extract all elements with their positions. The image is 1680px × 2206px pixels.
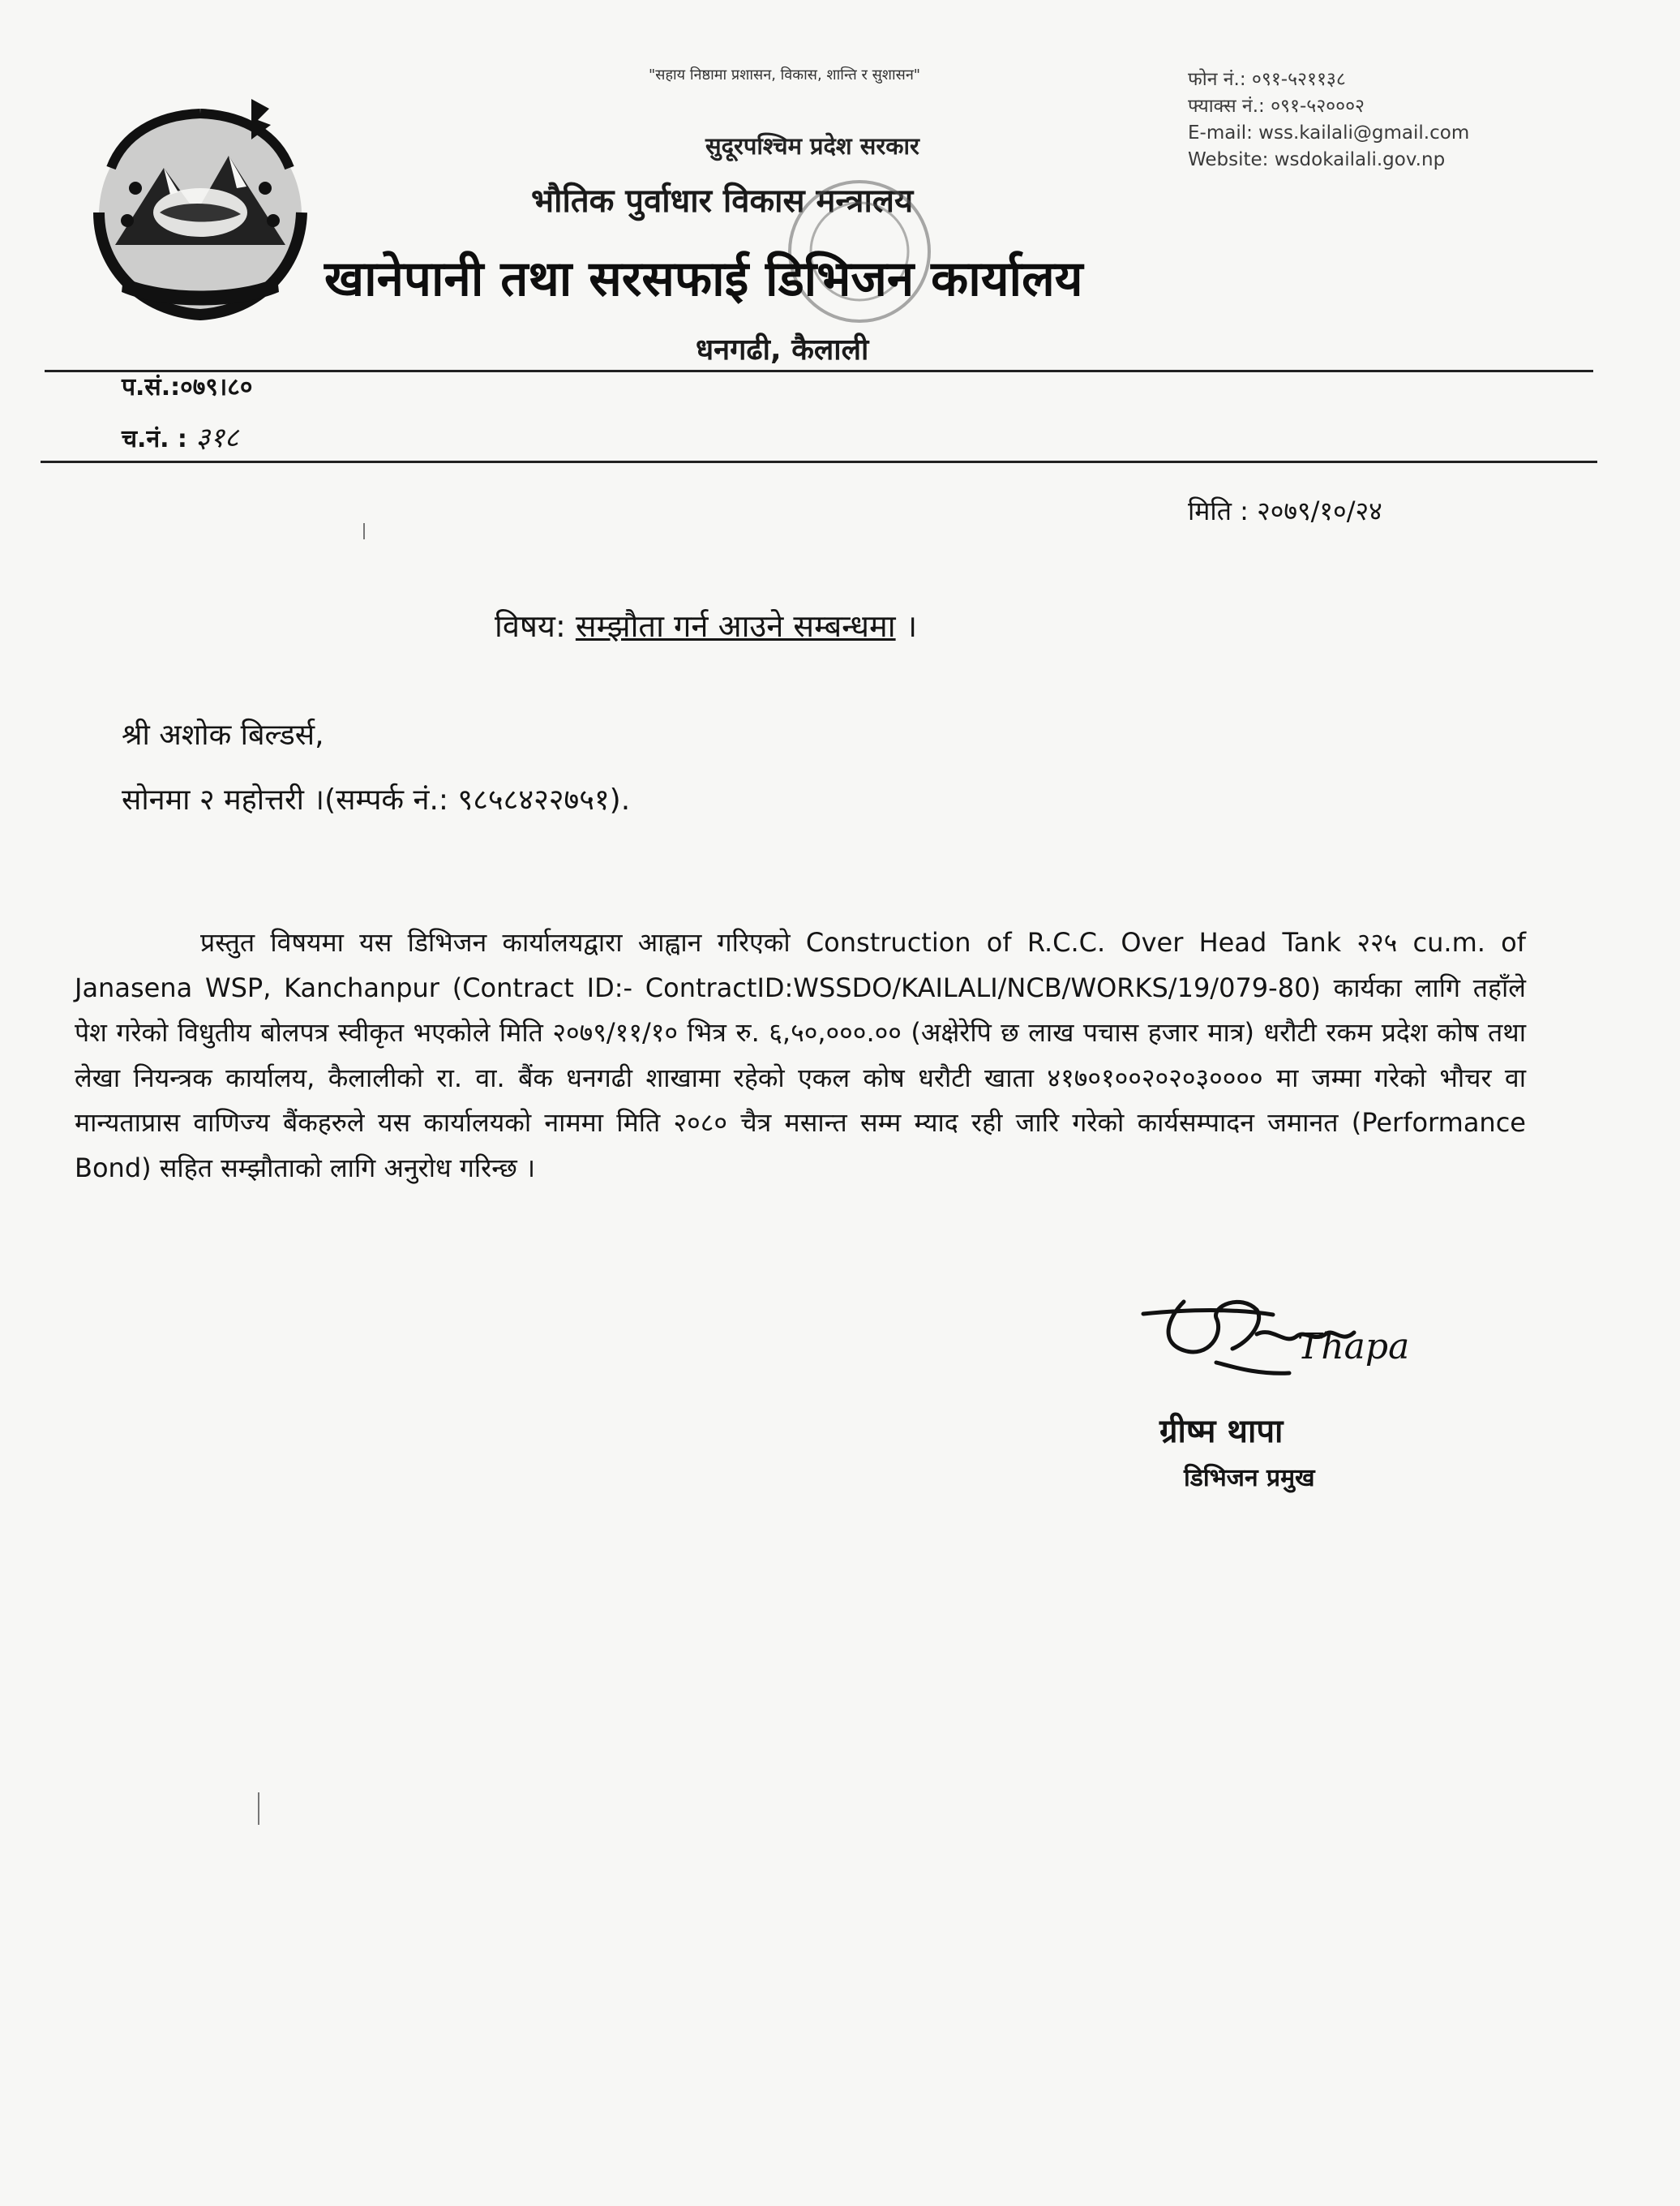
dispatch-number-label: च.नं. : [122,425,187,453]
subject-label: विषय: [495,608,566,644]
government-name: सुदूरपश्चिम प्रदेश सरकार [705,132,919,160]
dispatch-number [122,418,238,455]
signatory-name: ग्रीष्म थापा [1159,1413,1284,1450]
office-name: खानेपानी तथा सरसफाई डिभिजन कार्यालय [324,251,1083,307]
office-location: धनगढी, कैलाली [696,333,869,367]
contact-block [1188,67,1469,174]
ministry-name: भौतिक पुर्वाधार विकास मन्त्रालय [531,182,914,220]
letter-body [75,921,1526,1191]
header-divider-bottom [41,461,1597,463]
letter-body-text: प्रस्तुत विषयमा यस डिभिजन कार्यालयद्वारा आह्वान गरिएको Construction of R.C.C. Over Head Tank २२५ cu.m. of Janasena WSP, Kanchanpur (Contract ID:- ContractID:WSSDO/KAILALI/NCB/WORKS/19/079-80) कार्यका लागि तहाँले पेश गरेको विधुतीय बोलपत्र स्वीकृत भएकोले मिति २०७९/११/१० भित्र रु. ६,५०,०००.०० (अक्षेरेपि छ लाख पचास हजार मात्र) धरौटी रकम प्रदेश कोष तथा लेखा नियन्त्रक कार्यालय, कैलालीको रा. वा. बैंक धनगढी शाखामा रहेको एकल कोष धरौटी खाता ४१७०१००२०२०३०००० मा जम्मा गरेको भौचर वा मान्यताप्रास वाणिज्य बैंकहरुले यस कार्यालयको नाममा मिति २०८० चैत्र मसान्त सम्म म्याद रही जारि गरेको कार्यसम्पादन जमानत (Performance Bond) सहित सम्झौताको लागि अनुरोध गरिन्छ । [75,927,1526,1183]
subject-line [495,604,917,646]
phone-number: फोन नं.: ०९१-५२११३८ [1188,69,1346,90]
website-url: Website: wsdokailali.gov.np [1188,149,1446,170]
reference-number: प.सं.:०७९।८० [122,373,253,401]
signatory-title: डिभिजन प्रमुख [1184,1464,1315,1492]
motto: "सहाय निष्ठामा प्रशासन, विकास, शान्ति र सुशासन" [649,67,921,84]
scan-speck [363,523,365,539]
signature-scrawl: Thapa [1297,1326,1410,1367]
recipient-address: सोनमा २ महोत्तरी ।(सम्पर्क नं.: ९८५८४२२७५१). [122,783,631,817]
fax-number: फ्याक्स नं.: ०९१-५२०००२ [1188,96,1365,117]
letter-date: मिति : २०७९/१०/२४ [1188,496,1382,526]
subject-end: । [905,608,918,644]
email-address: E-mail: wss.kailali@gmail.com [1188,122,1470,144]
subject-text: सम्झौता गर्न आउने सम्बन्धमा [575,608,896,644]
dispatch-number-value: ३१८ [195,422,239,454]
scan-speck [258,1792,259,1825]
nepal-emblem-icon [66,91,334,334]
recipient-name: श्री अशोक बिल्डर्स, [122,719,324,752]
header-divider-top [45,370,1593,372]
signature-image [1135,1285,1410,1407]
